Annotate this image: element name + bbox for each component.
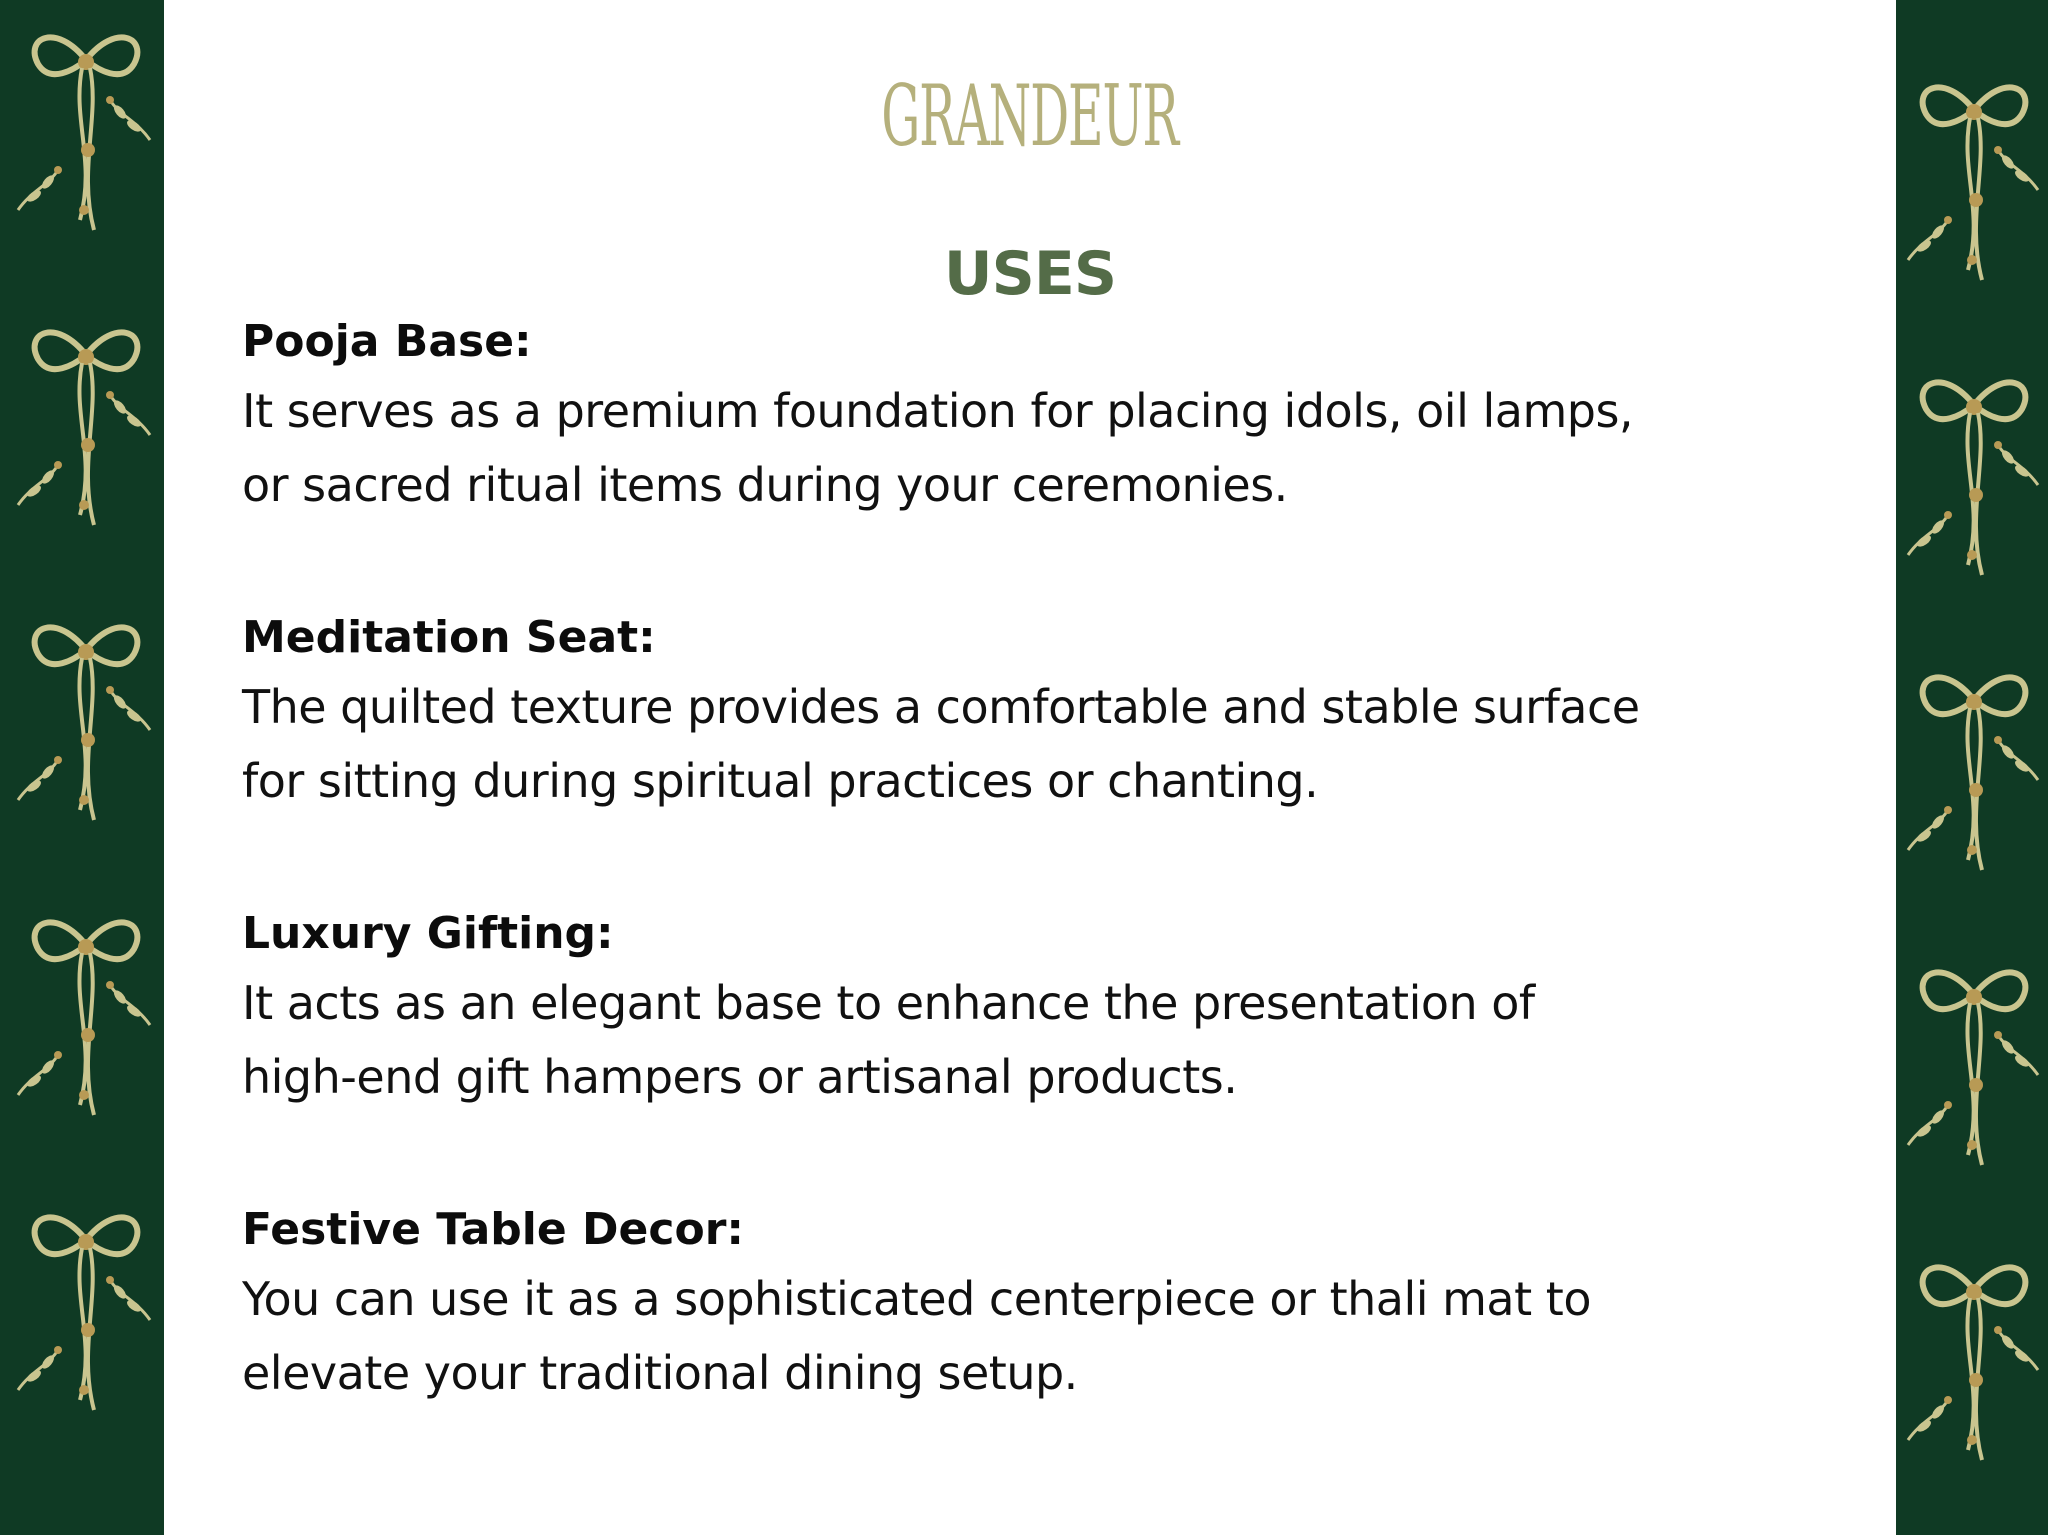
leaf-sprig-ornament [1994,1326,2038,1370]
bow-ornament [1923,87,2026,280]
use-description [242,1262,1802,1410]
bow-ornament [35,627,138,820]
use-section-festive-table-decor [242,1198,1802,1410]
leaf-sprig-ornament [106,96,150,140]
leaf-sprig-ornament [1908,1396,1952,1440]
leaf-sprig-ornament [1994,736,2038,780]
leaf-sprig-ornament [1994,441,2038,485]
bow-ornament [35,922,138,1115]
content-panel [164,0,1896,1535]
bow-ornament [35,1217,138,1410]
leaf-sprig-ornament [106,686,150,730]
use-description-line: You can use it as a sophisticated centerpiece or thali mat to [242,1272,1591,1326]
decorative-border-right [1896,0,2048,1535]
use-section-pooja-base [242,310,1802,522]
use-heading: Pooja Base: [242,316,532,367]
bow-ornament [1923,972,2026,1165]
use-description-line: or sacred ritual items during your ceremonies. [242,458,1288,512]
bow-ornament-pattern-right [1896,0,2048,1535]
brand-logo-text: GRANDEUR [881,67,1179,165]
leaf-sprig-ornament [106,391,150,435]
leaf-sprig-ornament [18,1346,62,1390]
leaf-sprig-ornament [1908,1101,1952,1145]
bow-ornament [35,37,138,230]
leaf-sprig-ornament [1908,216,1952,260]
use-heading: Meditation Seat: [242,612,656,663]
leaf-sprig-ornament [106,1276,150,1320]
leaf-sprig-ornament [1908,806,1952,850]
decorative-border-left [0,0,164,1535]
leaf-sprig-ornament [18,1051,62,1095]
leaf-sprig-ornament [1908,511,1952,555]
bow-ornament [1923,677,2026,870]
use-description [242,966,1802,1114]
use-heading: Luxury Gifting: [242,908,614,959]
bow-ornament [35,332,138,525]
leaf-sprig-ornament [18,461,62,505]
leaf-sprig-ornament [1994,146,2038,190]
use-description-line: It acts as an elegant base to enhance the presentation of [242,976,1535,1030]
leaf-sprig-ornament [18,756,62,800]
bow-ornament [1923,1267,2026,1460]
bow-ornament-pattern-left [0,0,164,1535]
use-description-line: The quilted texture provides a comfortable and stable surface [242,680,1640,734]
page-title: USES [943,239,1117,309]
use-section-meditation-seat [242,606,1802,818]
use-description [242,374,1802,522]
use-description-line: high-end gift hampers or artisanal products. [242,1050,1238,1104]
leaf-sprig-ornament [1994,1031,2038,1075]
leaf-sprig-ornament [106,981,150,1025]
use-heading: Festive Table Decor: [242,1204,745,1255]
bow-ornament [1923,382,2026,575]
use-description-line: It serves as a premium foundation for placing idols, oil lamps, [242,384,1634,438]
use-description-line: elevate your traditional dining setup. [242,1346,1078,1400]
leaf-sprig-ornament [18,166,62,210]
use-description-line: for sitting during spiritual practices or chanting. [242,754,1319,808]
brand-logo [164,66,1896,166]
use-description [242,670,1802,818]
use-section-luxury-gifting [242,902,1802,1114]
